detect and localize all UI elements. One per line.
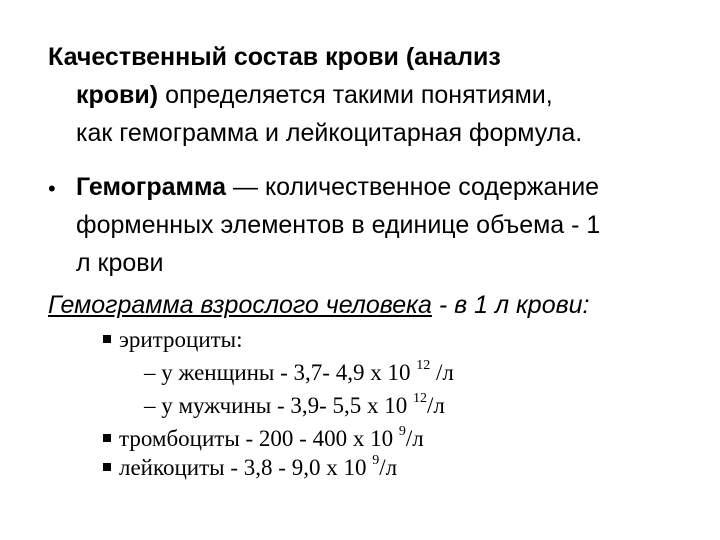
heading-underlined: Гемограмма взрослого человека (48, 291, 432, 319)
unit: /л (430, 360, 454, 385)
bullet-icon: • (48, 176, 56, 201)
square-bullet-icon (103, 463, 111, 471)
unit: /л (379, 455, 398, 480)
intro-text-line-2: определяется такими понятиями, (158, 81, 553, 109)
unit: /л (427, 393, 445, 418)
exponent: 9 (398, 424, 406, 439)
list-item-text: эритроциты: (119, 327, 243, 352)
intro-bold-term-cont: крови) (76, 81, 159, 109)
square-bullet-icon (103, 335, 111, 343)
exponent: 9 (372, 453, 380, 468)
exponent: 12 (413, 391, 428, 406)
definition-line-1 (76, 168, 696, 206)
list-item-text: лейкоциты - 3,8 - 9,0 х 10 (119, 455, 373, 480)
hemogram-definition (76, 168, 696, 282)
adult-hemogram-heading (48, 286, 590, 324)
list-item (144, 393, 445, 419)
list-item (103, 455, 397, 481)
intro-text-line-3: как гемограмма и лейкоцитарная формула. (76, 119, 583, 147)
unit: /л (405, 426, 424, 451)
list-item-text: – у мужчины - 3,9- 5,5 х 10 (144, 393, 414, 418)
intro-line-2 (48, 76, 688, 114)
exponent: 12 (416, 358, 431, 373)
list-item (144, 360, 454, 386)
intro-bold-term: Качественный состав крови (анализ (48, 43, 501, 71)
hemogram-term: Гемограмма (76, 173, 227, 201)
list-item (103, 426, 424, 452)
definition-line-3: л крови (76, 249, 164, 277)
heading-rest: - в 1 л крови: (431, 291, 590, 319)
list-item (103, 327, 243, 353)
definition-line-2: форменных элементов в единице объема - 1 (76, 211, 601, 239)
list-item-text: тромбоциты - 200 - 400 х 10 (119, 426, 399, 451)
square-bullet-icon (103, 434, 111, 442)
list-item-text: – у женщины - 3,7- 4,9 х 10 (144, 360, 417, 385)
intro-paragraph (48, 38, 688, 152)
definition-text-1: — количественное содержание (226, 173, 600, 201)
